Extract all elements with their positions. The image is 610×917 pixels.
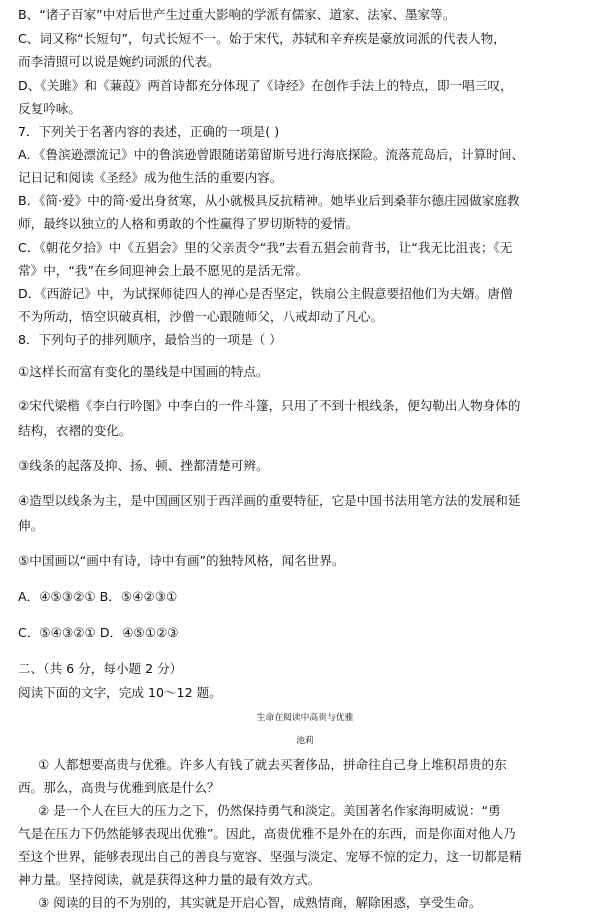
q7-option-b-line1: B．《简·爱》中的简·爱出身贫寒，从小就极具反抗精神。她毕业后到桑菲尔德庄园做家庭教 (18, 193, 520, 208)
q8-options-c-d: C．⑤④③②① D．④⑤①②③ (18, 625, 179, 640)
section-2-heading: 二、（共 6 分，每小题 2 分） (18, 661, 183, 676)
q8-sentence-3: ③线条的起落及抑、扬、顿、挫都清楚可辨。 (18, 458, 269, 473)
q7-option-b-line2: 师，最终以独立的人格和勇敢的个性赢得了罗切斯特的爱情。 (18, 216, 359, 231)
q8-sentence-2-line1: ②宋代梁楷《李白行吟图》中李白的一件斗篷，只用了不到十根线条，便勾勒出人物身体的 (18, 398, 521, 413)
q8-sentence-1: ①这样长而富有变化的墨线是中国画的特点。 (18, 364, 269, 379)
q8-sentence-5: ⑤中国画以“画中有诗，诗中有画”的独特风格，闻名世界。 (18, 553, 345, 568)
paragraph-1-line2: 西。那么，高贵与优雅到底是什么？ (18, 780, 220, 795)
option-d-shijing-line2: 反复吟咏。 (18, 101, 81, 116)
paragraph-2-line1: ② 是一个人在巨大的压力之下，仍然保持勇气和淡定。美国著名作家海明威说：“勇 (38, 803, 501, 818)
paragraph-2-line3: 至这个世界，能够表现出自己的善良与宽容、坚强与淡定、宠辱不惊的定力，这一切都是精 (18, 849, 522, 864)
q7-option-d-line2: 不为所动，悟空识破真相，沙僧一心跟随师父，八戒却动了凡心。 (18, 309, 384, 324)
q7-option-d-line1: D．《西游记》中，为试探师徒四人的禅心是否坚定，铁扇公主假意要招他们为夫婿。唐僧 (18, 286, 513, 301)
paragraph-2-line4: 神力量。坚持阅读，就是获得这种力量的最有效方式。 (18, 872, 321, 887)
option-d-shijing-line1: D、《关雎》和《蒹葭》两首诗都充分体现了《诗经》在创作手法上的特点，即一唱三叹， (18, 78, 513, 93)
article-title: 生命在阅读中高贵与优雅 (256, 713, 354, 723)
paragraph-2-line2: 气是在压力下仍然能够表现出优雅”。因此，高贵优雅不是外在的东西，而是你面对他人乃 (18, 826, 516, 841)
option-b-schools: B、“诸子百家”中对后世产生过重大影响的学派有儒家、道家、法家、墨家等。 (18, 7, 456, 22)
question-7-stem: 7．下列关于名著内容的表述，正确的一项是( ) (18, 124, 280, 139)
paragraph-1-line1: ① 人都想要高贵与优雅。许多人有钱了就去买奢侈品，拼命往自己身上堆积昂贵的东 (38, 757, 507, 772)
q8-sentence-4-line2: 伸。 (18, 518, 44, 533)
q8-sentence-2-line2: 结构，衣褶的变化。 (18, 423, 132, 438)
paragraph-3-line1: ③ 阅读的目的不为别的，其实就是开启心智，成熟情商，解除困惑，享受生命。 (38, 895, 482, 910)
q8-sentence-4-line1: ④造型以线条为主，是中国画区别于西洋画的重要特征，它是中国书法用笔方法的发展和延 (18, 493, 521, 508)
q7-option-c-line1: C．《朝花夕拾》中《五猖会》里的父亲责令“我”去看五猖会前背书，让“我无比沮丧；《无 (18, 240, 513, 255)
option-c-ci-line1: C、词又称“长短句”，句式长短不一。始于宋代，苏轼和辛弃疾是豪放词派的代表人物， (18, 31, 506, 46)
article-author: 池莉 (296, 736, 314, 746)
q7-option-c-line2: 常》中，“我”在乡间迎神会上最不愿见的是活无常。 (18, 263, 309, 278)
q8-options-a-b: A．④⑤③②① B．⑤④②③① (18, 589, 178, 604)
reading-instruction: 阅读下面的文字，完成 10～12 题。 (18, 685, 222, 700)
option-c-ci-line2: 而李清照可以说是婉约词派的代表。 (18, 54, 220, 69)
question-8-stem: 8．下列句子的排列顺序，最恰当的一项是（ ） (18, 332, 282, 347)
q7-option-a-line1: A．《鲁滨逊漂流记》中的鲁滨逊曾跟随诺第留斯号进行海底探险。流落荒岛后，计算时间、 (18, 147, 525, 162)
q7-option-a-line2: 记日记和阅读《圣经》成为他生活的重要内容。 (18, 170, 283, 185)
